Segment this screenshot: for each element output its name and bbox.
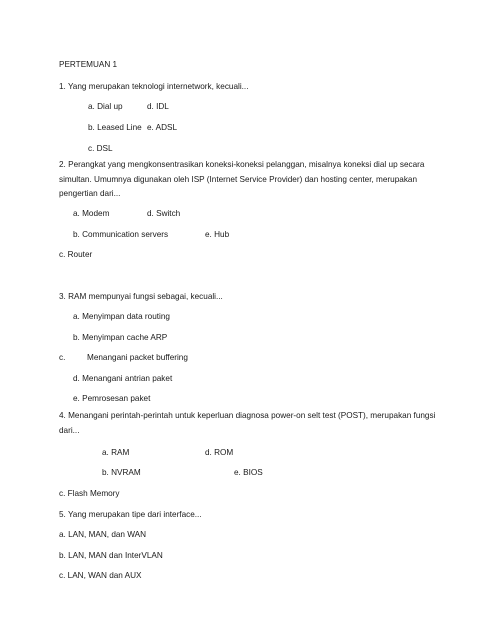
- q3-option-b: b. Menyimpan cache ARP: [73, 333, 168, 342]
- q4-option-a: a. RAM: [102, 448, 130, 457]
- q3-option-c-letter: c.: [59, 353, 66, 362]
- q1-option-a: a. Dial up: [88, 102, 123, 111]
- page-heading: PERTEMUAN 1: [59, 60, 118, 69]
- question-2: 2. Perangkat yang mengkonsentrasikan koneksi-koneksi pelanggan, misalnya koneksi dial up secara simultan. Umumnya digunakan oleh ISP (Internet Service Provider) dan hosting center, merupakan pengertian dari...: [59, 160, 425, 198]
- q4-option-e: e. BIOS: [234, 468, 263, 477]
- q2-option-a: a. Modem: [73, 209, 110, 218]
- q5-option-a: a. LAN, MAN, dan WAN: [59, 530, 147, 539]
- q3-option-c-text: Menangani packet buffering: [87, 353, 188, 362]
- q2-option-c: c. Router: [59, 250, 93, 259]
- q1-option-c: c. DSL: [88, 144, 113, 153]
- q2-option-d: d. Switch: [147, 209, 181, 218]
- question-3: 3. RAM mempunyai fungsi sebagai, kecuali...: [59, 292, 223, 301]
- question-1: 1. Yang merupakan teknologi internetwork, kecuali...: [59, 82, 249, 91]
- q3-option-e: e. Pemrosesan paket: [73, 394, 151, 403]
- question-5: 5. Yang merupakan tipe dari interface...: [59, 510, 202, 519]
- q1-option-b: b. Leased Line: [88, 123, 142, 132]
- q4-option-b: b. NVRAM: [102, 468, 141, 477]
- q5-option-b: b. LAN, MAN dan InterVLAN: [59, 551, 163, 560]
- q3-option-d: d. Menangani antrian paket: [73, 374, 173, 383]
- q3-option-a: a. Menyimpan data routing: [73, 312, 170, 321]
- q1-option-d: d. IDL: [147, 102, 169, 111]
- q4-option-c: c. Flash Memory: [59, 489, 120, 498]
- q4-option-d: d. ROM: [205, 448, 234, 457]
- q2-option-e: e. Hub: [205, 230, 230, 239]
- q5-option-c: c. LAN, WAN dan AUX: [59, 571, 142, 580]
- q2-option-b: b. Communication servers: [73, 230, 169, 239]
- q1-option-e: e. ADSL: [147, 123, 178, 132]
- question-4: 4. Menangani perintah-perintah untuk keperluan diagnosa power-on selt test (POST), merupakan fungsi dari...: [59, 411, 436, 435]
